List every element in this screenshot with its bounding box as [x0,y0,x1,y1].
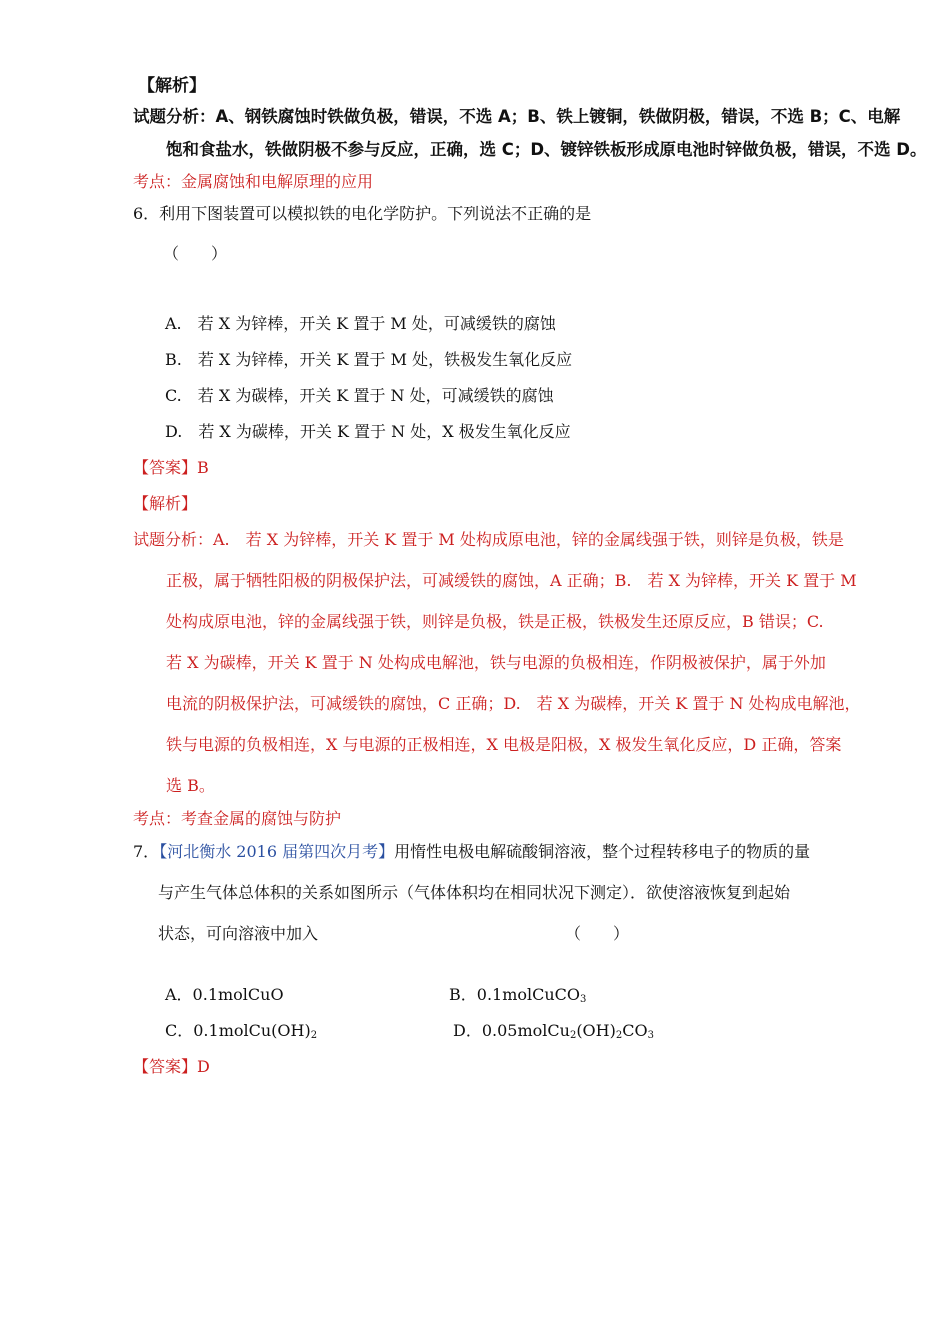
q6-option-a: A. 若 X 为锌棒，开关 K 置于 M 处，可减缓铁的腐蚀 [165,314,556,333]
q7-source: 【河北衡水 2016 届第四次月考】 [159,842,395,861]
q7-option-d: D．$0.05molCu_2(OH)_2CO_3$ [453,1021,654,1041]
q7-stem-line2: 与产生气体总体积的关系如图所示（气体体积均在相同状况下测定）．欲使溶液恢复到起始 [158,883,791,902]
q6-answer-value: B [197,458,209,477]
q6-answer-label: 【答案】 [133,458,198,477]
q6-option-d: D. 若 X 为碳棒，开关 K 置于 N 处，X 极发生氧化反应 [165,422,571,441]
q7-stem-text: 用惰性电极电解硫酸铜溶液，整个过程转移电子的物质的量 [394,842,811,861]
q6-analysis-line3: 处构成原电池，锌的金属线强于铁，则锌是负极，铁是正极，铁极发生还原反应，B 错误；C. [166,612,824,631]
q6-answer [133,457,209,479]
q7-option-b: B．0.1molCuCO$_3$ [449,985,587,1005]
q6-analysis-line7: 选 B。 [166,776,215,795]
q6-stem: 6．利用下图装置可以模拟铁的电化学防护。下列说法不正确的是 [133,204,592,223]
q5-analysis-line2: 饱和食盐水，铁做阴极不参与反应，正确，选 C；D、镀锌铁板形成原电池时锌做负极，错误，不选 D。 [166,140,927,159]
q7-answer [133,1056,210,1078]
q7-stem-line3: 状态，可向溶液中加入 [158,924,319,943]
q6-paren: （ ） [163,244,228,263]
q6-analysis-line1: 试题分析：A. 若 X 为锌棒，开关 K 置于 M 处构成原电池，锌的金属线强于铁，则锌是负极，铁是 [133,530,844,549]
q6-jiexi-heading: 【解析】 [133,494,198,513]
q7-answer-value: D [197,1057,210,1076]
q5-kaodian: 考点：金属腐蚀和电解原理的应用 [133,172,374,191]
q7-number: 7． [133,842,160,861]
q6-analysis-line2: 正极，属于牺牲阳极的阴极保护法，可减缓铁的腐蚀，A 正确；B. 若 X 为锌棒，开关 K 置于 M [166,571,857,590]
q6-analysis-line4: 若 X 为碳棒，开关 K 置于 N 处构成电解池，铁与电源的负极相连，作阴极被保护，属于外加 [166,653,826,672]
q6-analysis-line5: 电流的阴极保护法，可减缓铁的腐蚀，C 正确；D. 若 X 为碳棒，开关 K 置于 N 处构成电解池， [166,694,861,713]
q5-analysis-line1: 试题分析：A、钢铁腐蚀时铁做负极，错误，不选 A；B、铁上镀铜，铁做阴极，错误，不选 B；C、电解 [133,107,901,126]
q6-analysis-line6: 铁与电源的负极相连，X 与电源的正极相连，X 电极是阳极，X 极发生氧化反应，D 正确，答案 [166,735,842,754]
q7-answer-label: 【答案】 [133,1057,198,1076]
q6-option-c: C. 若 X 为碳棒，开关 K 置于 N 处，可减缓铁的腐蚀 [165,386,554,405]
q6-kaodian: 考点：考查金属的腐蚀与防护 [133,809,342,828]
q7-paren: （ ） [565,924,630,943]
q5-jiexi-heading: 【解析】 [138,76,206,96]
q7-option-a: A．0.1molCuO [165,985,284,1004]
q6-option-b: B. 若 X 为锌棒，开关 K 置于 M 处，铁极发生氧化反应 [165,350,573,369]
q7-option-c: C．$0.1molCu(OH)_2$ [165,1021,318,1041]
q7-stem-line1 [133,841,810,863]
